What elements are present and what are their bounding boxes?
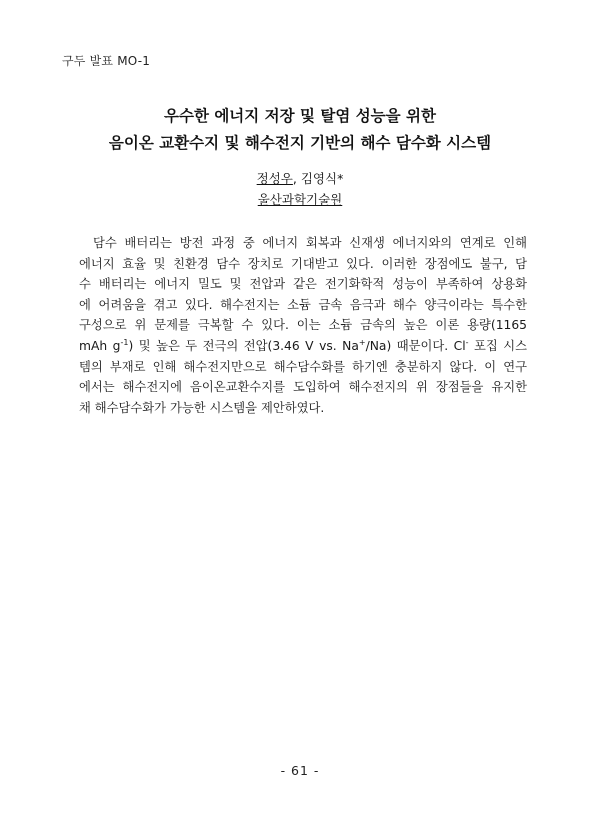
- author-list: [60, 168, 540, 189]
- abstract-line: 수 배터리는 에너지 밀도 및 전압과 같은 전기화학적 성능이 부족하여 상용화: [79, 277, 527, 292]
- abstract-body: [79, 233, 527, 418]
- abstract-line: 템의 부재로 인해 해수전지만으로 해수담수화를 하기엔 충분하지 않다. 이 연구: [79, 359, 527, 374]
- superscript: -1: [120, 337, 129, 347]
- formula-text: ) 및 높은 두 전극의 전압(3.46 V vs. Na: [128, 338, 359, 353]
- author-block: [60, 168, 540, 210]
- abstract-line: 에서는 해수전지에 음이온교환수지를 도입하여 해수전지의 위 장점들을 유지한: [79, 380, 527, 395]
- abstract-line: 에너지 효율 및 친환경 담수 장치로 기대받고 있다. 이러한 장점에도 불구, 담: [79, 256, 527, 271]
- formula-text: /Na) 때문이다. Cl: [365, 338, 466, 353]
- presenting-author: 정성우: [256, 171, 293, 186]
- abstract-line: 에 어려움을 겪고 있다. 해수전지는 소듐 금속 음극과 해수 양극이라는 특수한: [79, 297, 527, 312]
- abstract-line: 담수 배터리는 방전 과정 중 에너지 회복과 신재생 에너지와의 연계로 인해: [93, 236, 527, 250]
- superscript: -: [465, 337, 469, 347]
- abstract-line-with-formula: [79, 336, 527, 357]
- title-line-2: 음이온 교환수지 및 해수전지 기반의 해수 담수화 시스템: [108, 134, 492, 152]
- abstract-line: 채 해수담수화가 가능한 시스템을 제안하였다.: [79, 400, 325, 415]
- title-line-1: 우수한 에너지 저장 및 탈염 성능을 위한: [164, 107, 436, 125]
- paper-title: [60, 103, 540, 157]
- session-label: 구두 발표 MO-1: [62, 54, 151, 68]
- affiliation: 울산과학기술원: [257, 192, 343, 207]
- page-number: - 61 -: [280, 763, 320, 778]
- formula-text: mAh g: [79, 338, 121, 353]
- author-separator: ,: [292, 171, 301, 186]
- formula-text: 포집 시스: [468, 338, 527, 353]
- coauthor: 김영식*: [300, 171, 344, 186]
- superscript: +: [358, 337, 366, 347]
- abstract-line: 구성으로 위 문제를 극복할 수 있다. 이는 소듐 금속의 높은 이론 용량(1165: [79, 318, 527, 333]
